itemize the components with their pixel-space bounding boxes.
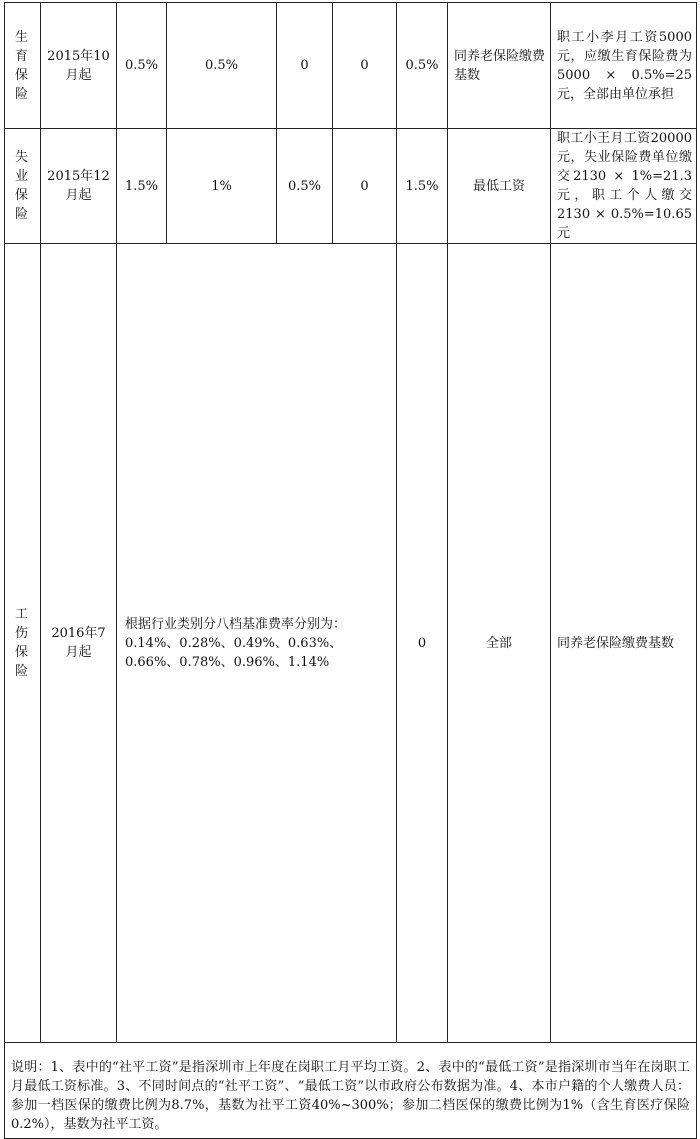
rate-cell: 全部: [448, 244, 551, 1043]
rate-cell: 0.5%: [277, 129, 333, 244]
rate-cell: 0.5%: [117, 3, 167, 129]
example-cell: 职工小李月工资5000元，应缴生育保险费为5000 × 0.5%=25元，全部由单位承担: [551, 3, 697, 129]
rate-cell: 1.5%: [397, 129, 448, 244]
start-date-cell: 2015年10月起: [41, 3, 117, 129]
rate-cell: 1%: [167, 129, 277, 244]
rate-cell: 0: [333, 129, 397, 244]
insurance-type-cell: 工伤保险: [5, 244, 41, 1043]
rate-cell: 1.5%: [117, 129, 167, 244]
table-row-unemployment: [5, 129, 697, 244]
insurance-rate-table: [4, 2, 697, 1139]
rate-note-cell: 根据行业类别分八档基准费率分别为：0.14%、0.28%、0.49%、0.63%、0.66%、0.78%、0.96%、1.14%: [117, 244, 397, 1043]
rate-cell: 0: [333, 3, 397, 129]
example-cell: 职工小王月工资20000元，失业保险费单位缴交2130 × 1%=21.3元，职工个人缴交2130 × 0.5%=10.65元: [551, 129, 697, 244]
contribution-base-cell: 同养老保险缴费基数: [448, 3, 551, 129]
insurance-type-cell: 失业保险: [5, 129, 41, 244]
contribution-base-cell: 最低工资: [448, 129, 551, 244]
rate-cell: 0: [277, 3, 333, 129]
explanatory-note: 说明：1、表中的“社平工资”是指深圳市上年度在岗职工月平均工资。2、表中的“最低工资”是指深圳市当年在岗职工月最低工资标准。3、不同时间点的“社平工资”、“最低工资”以市政府公布数据为准。4、本市户籍的个人缴费人员：参加一档医保的缴费比例为8.7%，基数为社平工资40%~300%；参加二档医保的缴费比例为1%（含生育医疗保险0.2%），基数为社平工资。: [5, 1043, 697, 1139]
start-date-cell: 2015年12月起: [41, 129, 117, 244]
insurance-type-cell: 生育保险: [5, 3, 41, 129]
table-row-maternity: [5, 3, 697, 129]
contribution-base-cell: 同养老保险缴费基数: [551, 244, 697, 1043]
start-date-cell: 2016年7月起: [41, 244, 117, 1043]
table-row-work-injury: [5, 244, 697, 1043]
rate-cell: 0.5%: [397, 3, 448, 129]
table-row-note: [5, 1043, 697, 1139]
rate-cell: 0: [397, 244, 448, 1043]
rate-cell: 0.5%: [167, 3, 277, 129]
